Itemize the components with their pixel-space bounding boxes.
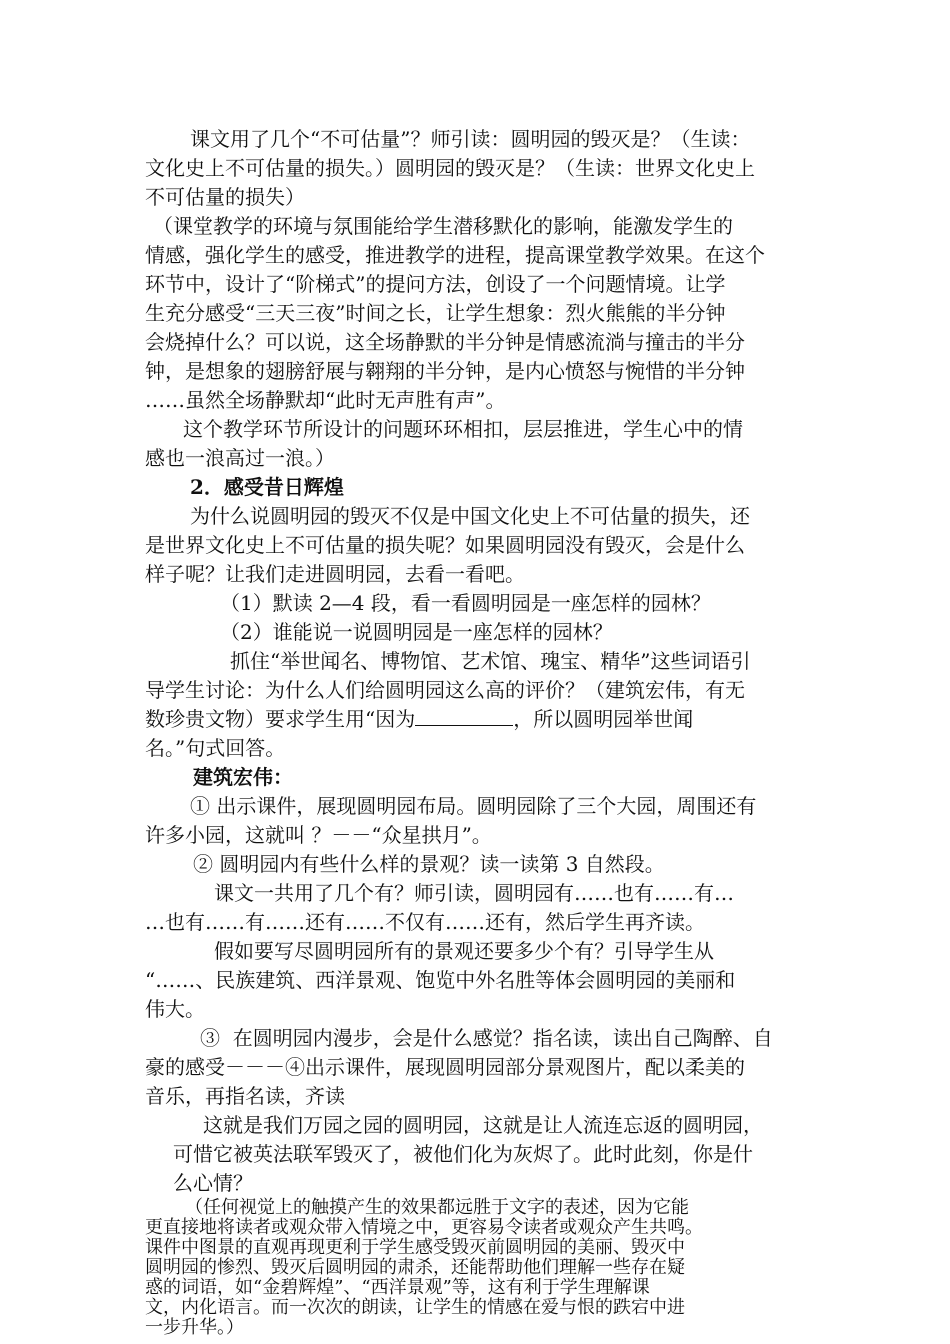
text-line: 情感，强化学生的感受，推进教学的进程，提高课堂教学效果。在这个: [145, 243, 765, 267]
text-line: 环节中，设计了“阶梯式”的提问方法，创设了一个问题情境。让学: [145, 272, 726, 296]
text-line: （课堂教学的环境与氛围能给学生潜移默化的影响，能激发学生的: [153, 214, 733, 238]
text-line: 钟，是想象的翅膀舒展与翱翔的半分钟，是内心愤怒与惋惜的半分钟: [145, 359, 745, 383]
text-fragment: ，所以圆明园举世闻: [513, 707, 694, 731]
text-line: 文，内化语言。而一次次的朗读，让学生的情感在爱与恨的跌宕中进: [145, 1297, 685, 1318]
text-line: 课件中图景的直观再现更利于学生感受毁灭前圆明园的美丽、毁灭中: [145, 1237, 685, 1258]
text-line: 样子呢？让我们走进圆明园，去看一看吧。: [145, 562, 525, 586]
text-line: 名。”句式回答。: [145, 736, 286, 760]
text-line: 惑的词语，如“金碧辉煌”、“西洋景观”等，这有利于学生理解课: [145, 1277, 650, 1298]
fill-in-blank: [415, 705, 513, 726]
subheading: 建筑宏伟：: [193, 765, 293, 789]
text-line: 感也一浪高过一浪。）: [145, 446, 335, 470]
text-line: 更直接地将读者或观众带入情境之中，更容易令读者或观众产生共鸣。: [145, 1217, 703, 1238]
text-line: 伟大。: [145, 997, 205, 1021]
question-item: （2）谁能说一说圆明园是一座怎样的园林？: [220, 620, 613, 644]
section-heading: 2．感受昔日辉煌: [190, 475, 344, 499]
text-line: 这个教学环节所设计的问题环环相扣，层层推进，学生心中的情: [183, 417, 743, 441]
text-line: …也有……有……还有……不仅有……还有，然后学生再齐读。: [145, 910, 705, 934]
text-line: 不可估量的损失）: [145, 185, 305, 209]
text-line: 会烧掉什么？可以说，这全场静默的半分钟是情感流淌与撞击的半分: [145, 330, 745, 354]
text-line: 豪的感受－－－④出示课件，展现圆明园部分景观图片，配以柔美的: [145, 1055, 745, 1079]
text-line: （任何视觉上的触摸产生的效果都远胜于文字的表述，因为它能: [185, 1197, 689, 1218]
text-line: 音乐，再指名读，齐读: [145, 1084, 345, 1108]
text-line: 课文用了几个“不可估量”？师引读：圆明园的毁灭是？（生读：: [190, 127, 751, 151]
list-item: ③ 在圆明园内漫步，会是什么感觉？指名读，读出自己陶醉、自: [200, 1026, 773, 1050]
text-line: 是世界文化史上不可估量的损失呢？如果圆明园没有毁灭，会是什么: [145, 533, 745, 557]
question-item: （1）默读 2—4 段，看一看圆明园是一座怎样的园林？: [220, 591, 711, 615]
list-item: ① 出示课件，展现圆明园布局。圆明园除了三个大园，周围还有: [190, 794, 757, 818]
text-line: 一步升华。）: [145, 1317, 244, 1338]
text-line: 这就是我们万园之园的圆明园，这就是让人流连忘返的圆明园，: [203, 1113, 763, 1137]
list-item: ② 圆明园内有些什么样的景观？读一读第 3 自然段。: [193, 852, 665, 876]
text-line: [145, 705, 693, 734]
text-line: 可惜它被英法联军毁灭了，被他们化为灰烬了。此时此刻，你是什: [173, 1142, 753, 1166]
text-line: 假如要写尽圆明园所有的景观还要多少个有？引导学生从: [214, 939, 714, 963]
text-line: ……虽然全场静默却“此时无声胜有声”。: [145, 388, 506, 412]
text-line: 文化史上不可估量的损失。）圆明园的毁灭是？（生读：世界文化史上: [145, 156, 755, 180]
text-line: 圆明园的惨烈、毁灭后圆明园的肃杀，还能帮助他们理解一些存在疑: [145, 1257, 685, 1278]
text-line: “……、民族建筑、西洋景观、饱览中外名胜等体会圆明园的美丽和: [145, 968, 736, 992]
text-line: 么心情？: [173, 1171, 253, 1195]
text-line: 生充分感受“三天三夜”时间之长，让学生想象：烈火熊熊的半分钟: [145, 301, 726, 325]
text-line: 为什么说圆明园的毁灭不仅是中国文化史上不可估量的损失，还: [190, 504, 750, 528]
text-line: 导学生讨论：为什么人们给圆明园这么高的评价？（建筑宏伟，有无: [145, 678, 745, 702]
text-line: 抓住“举世闻名、博物馆、艺术馆、瑰宝、精华”这些词语引: [230, 649, 751, 673]
text-fragment: 数珍贵文物）要求学生用“因为: [145, 707, 416, 731]
text-line: 许多小园，这就叫 ？－－“众星拱月”。: [145, 823, 492, 847]
text-line: 课文一共用了几个有？师引读，圆明园有……也有……有…: [214, 881, 734, 905]
